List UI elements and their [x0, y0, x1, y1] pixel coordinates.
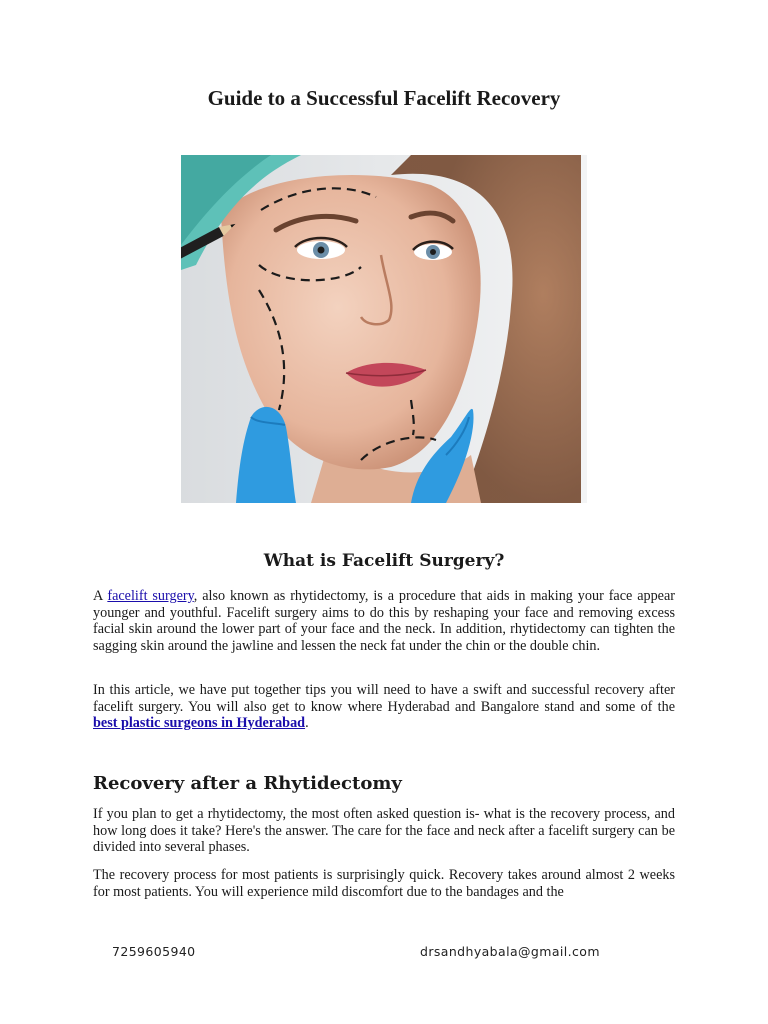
paragraph-text: . — [305, 715, 309, 732]
section-heading-recovery: Recovery after a Rhytidectomy — [93, 773, 402, 794]
face-surgery-markings-photo-icon — [181, 155, 587, 503]
hero-image — [181, 155, 587, 503]
paragraph-text: A — [93, 588, 108, 604]
paragraph-recovery-process: The recovery process for most patients is surprisingly quick. Recovery takes around almost 2 weeks for most patients. You will experience mild discomfort due to the bandages and the — [93, 867, 675, 900]
document-title: Guide to a Successful Facelift Recovery — [207, 86, 561, 110]
footer-phone: 7259605940 — [112, 944, 196, 959]
best-plastic-surgeons-link[interactable]: best plastic surgeons in Hyderabad — [93, 715, 306, 732]
footer-email: drsandhyabala@gmail.com — [420, 944, 600, 959]
paragraph-article-intro — [93, 682, 675, 732]
paragraph-text: In this article, we have put together tips you will need to have a swift and successful recovery after facelift surgery. You will also get to know where Hyderabad and Bangalore stand and some of the — [93, 682, 675, 715]
facelift-surgery-link[interactable]: facelift surgery — [107, 588, 194, 604]
paragraph-text: , also known as rhytidectomy, is a procedure that aids in making your face appear younger and youthful. Facelift surgery aims to do this by reshaping your face and removing excess facial skin around the lower part of your face and the neck. In addition, rhytidectomy can tighten the sagging skin around the jawline and lessen the neck fat under the chin or the double chin. — [93, 588, 675, 654]
paragraph-facelift-definition — [93, 588, 675, 654]
paragraph-recovery-question: If you plan to get a rhytidectomy, the most often asked question is- what is the recovery process, and how long does it take? Here's the answer. The care for the face and neck after a facelift surgery can be divided into several phases. — [93, 806, 675, 856]
section-heading-what-is: What is Facelift Surgery? — [263, 551, 505, 571]
